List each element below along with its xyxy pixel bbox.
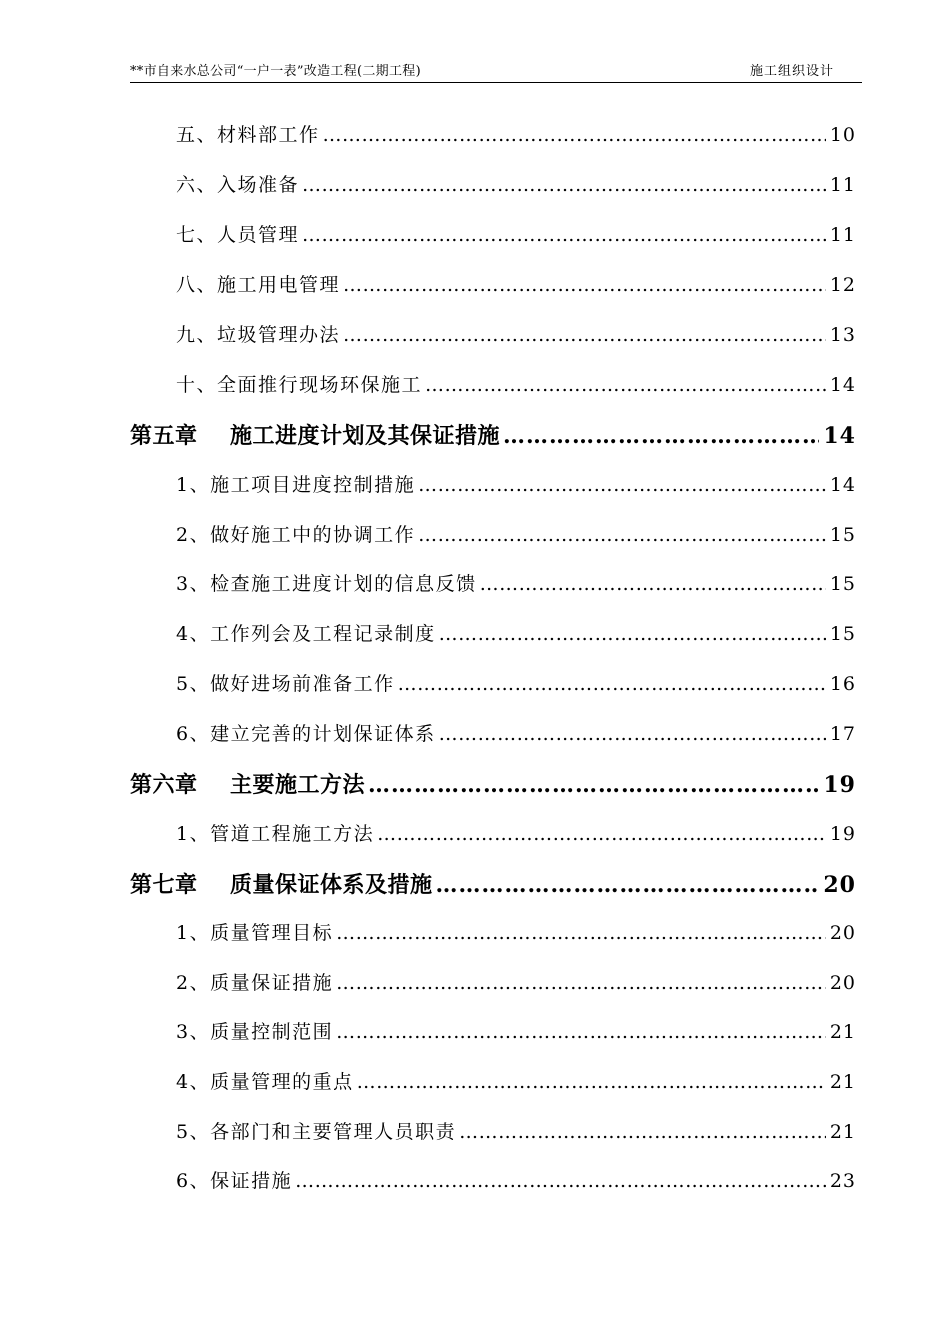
- toc-leader-dots: [302, 224, 826, 246]
- toc-label: 材料部工作: [217, 124, 320, 146]
- toc-row[interactable]: [0, 370, 950, 400]
- toc-leader-dots: [336, 1021, 826, 1043]
- toc-leader-dots: [295, 1170, 826, 1192]
- toc-row[interactable]: [0, 220, 950, 250]
- toc-page-number: 11: [829, 174, 856, 196]
- toc-page-number: 21: [829, 1121, 856, 1143]
- toc-leader-dots: [439, 723, 826, 745]
- toc-row[interactable]: [0, 1067, 950, 1097]
- toc-page-number: 19: [829, 823, 856, 845]
- toc-row[interactable]: [0, 1017, 950, 1047]
- toc-page-number: 19: [823, 772, 856, 798]
- toc-number: 七、: [176, 224, 218, 246]
- toc-page-number: 13: [829, 324, 856, 346]
- toc-page-number: 20: [829, 922, 856, 944]
- toc-chapter-number: 第五章: [130, 423, 198, 449]
- toc-label: 质量保证措施: [210, 972, 334, 994]
- toc-leader-dots: [503, 423, 819, 449]
- toc-number: 十、: [176, 374, 218, 396]
- toc-page-number: 20: [829, 972, 856, 994]
- toc-leader-dots: [439, 623, 826, 645]
- toc-number: 九、: [176, 324, 218, 346]
- toc-page-number: 23: [829, 1170, 856, 1192]
- toc-page-number: 17: [829, 723, 856, 745]
- toc-row[interactable]: [0, 968, 950, 998]
- toc-page-number: 12: [829, 274, 856, 296]
- toc-leader-dots: [357, 1071, 826, 1093]
- toc-page-number: 21: [829, 1021, 856, 1043]
- toc-leader-dots: [343, 274, 826, 296]
- toc-chapter-number: 第七章: [130, 872, 198, 898]
- toc-label: 施工用电管理: [217, 274, 341, 296]
- toc-row[interactable]: [0, 819, 950, 849]
- toc-leader-dots: [336, 922, 826, 944]
- toc-leader-dots: [436, 872, 820, 898]
- toc-row[interactable]: [0, 120, 950, 150]
- toc-page-number: 21: [829, 1071, 856, 1093]
- toc-page-number: 14: [829, 374, 856, 396]
- toc-row[interactable]: [0, 918, 950, 948]
- toc-label: 施工项目进度控制措施: [210, 474, 416, 496]
- toc-row[interactable]: [0, 719, 950, 749]
- toc-row[interactable]: [0, 320, 950, 350]
- toc-number: 4、: [176, 1071, 211, 1093]
- toc-leader-dots: [323, 124, 826, 146]
- toc-number: 五、: [176, 124, 218, 146]
- toc-label: 做好施工中的协调工作: [210, 524, 416, 546]
- toc-chapter-row[interactable]: [0, 868, 950, 898]
- toc-page-number: 15: [829, 573, 856, 595]
- toc-number: 2、: [176, 972, 211, 994]
- toc-row[interactable]: [0, 520, 950, 550]
- toc-chapter-number: 第六章: [130, 772, 198, 798]
- toc-label: 管道工程施工方法: [210, 823, 375, 845]
- toc-leader-dots: [425, 374, 826, 396]
- toc-page-number: 20: [823, 872, 856, 898]
- toc-page-number: 11: [829, 224, 856, 246]
- toc-leader-dots: [398, 673, 826, 695]
- toc-row[interactable]: [0, 1117, 950, 1147]
- header-document-title: **市自来水总公司“一户一表”改造工程(二期工程): [130, 64, 421, 79]
- toc-leader-dots: [418, 524, 826, 546]
- toc-page-number: 14: [829, 474, 856, 496]
- toc-leader-dots: [343, 324, 826, 346]
- toc-number: 八、: [176, 274, 218, 296]
- toc-row[interactable]: [0, 470, 950, 500]
- toc-chapter-label: 质量保证体系及措施: [230, 872, 433, 898]
- toc-chapter-label: 施工进度计划及其保证措施: [230, 423, 501, 449]
- toc-number: 1、: [176, 823, 211, 845]
- toc-number: 6、: [176, 723, 211, 745]
- toc-page-number: 16: [829, 673, 856, 695]
- toc-leader-dots: [368, 772, 819, 798]
- toc-label: 建立完善的计划保证体系: [210, 723, 436, 745]
- toc-leader-dots: [418, 474, 826, 496]
- toc-label: 做好进场前准备工作: [210, 673, 395, 695]
- toc-label: 人员管理: [217, 224, 300, 246]
- toc-number: 1、: [176, 474, 211, 496]
- toc-page-number: 10: [829, 124, 856, 146]
- toc-number: 2、: [176, 524, 211, 546]
- toc-number: 6、: [176, 1170, 211, 1192]
- toc-chapter-label: 主要施工方法: [230, 772, 366, 798]
- toc-row[interactable]: [0, 669, 950, 699]
- toc-row[interactable]: [0, 1166, 950, 1196]
- toc-label: 垃圾管理办法: [217, 324, 341, 346]
- toc-label: 质量管理目标: [210, 922, 334, 944]
- toc-leader-dots: [336, 972, 826, 994]
- toc-chapter-row[interactable]: [0, 768, 950, 798]
- toc-number: 5、: [176, 1121, 211, 1143]
- toc-row[interactable]: [0, 170, 950, 200]
- toc-page-number: 14: [823, 423, 856, 449]
- toc-number: 3、: [176, 1021, 211, 1043]
- toc-row[interactable]: [0, 619, 950, 649]
- toc-label: 保证措施: [210, 1170, 293, 1192]
- toc-label: 各部门和主要管理人员职责: [210, 1121, 457, 1143]
- toc-leader-dots: [459, 1121, 826, 1143]
- toc-page-number: 15: [829, 623, 856, 645]
- toc-label: 检查施工进度计划的信息反馈: [210, 573, 477, 595]
- toc-leader-dots: [377, 823, 826, 845]
- toc-number: 六、: [176, 174, 218, 196]
- toc-row[interactable]: [0, 270, 950, 300]
- toc-page-number: 15: [829, 524, 856, 546]
- toc-label: 全面推行现场环保施工: [217, 374, 423, 396]
- header-section-title: 施工组织设计: [749, 64, 834, 79]
- toc-leader-dots: [302, 174, 826, 196]
- toc-label: 质量管理的重点: [210, 1071, 354, 1093]
- toc-chapter-row[interactable]: [0, 419, 950, 449]
- toc-number: 1、: [176, 922, 211, 944]
- toc-label: 质量控制范围: [210, 1021, 334, 1043]
- toc-number: 3、: [176, 573, 211, 595]
- toc-number: 4、: [176, 623, 211, 645]
- toc-leader-dots: [480, 573, 826, 595]
- toc-label: 工作列会及工程记录制度: [210, 623, 436, 645]
- toc-label: 入场准备: [217, 174, 300, 196]
- toc-number: 5、: [176, 673, 211, 695]
- toc-row[interactable]: [0, 569, 950, 599]
